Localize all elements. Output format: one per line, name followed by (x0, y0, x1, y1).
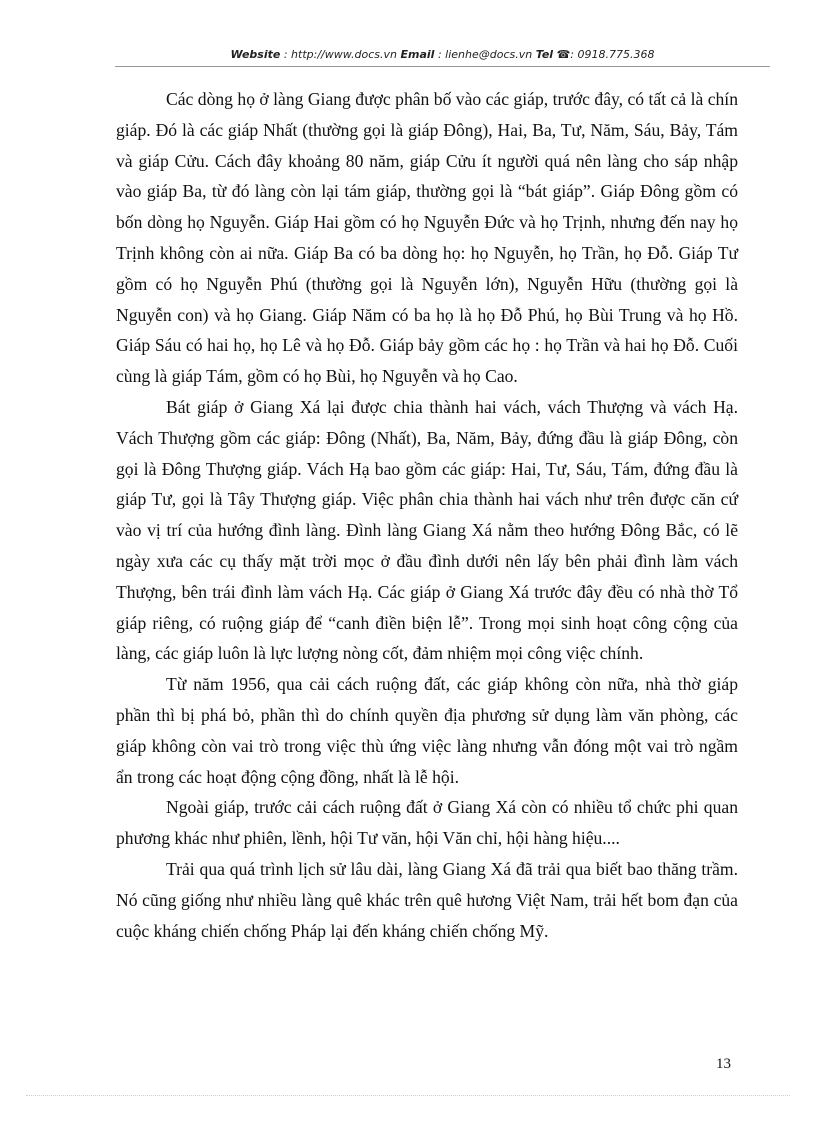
paragraph: Bát giáp ở Giang Xá lại được chia thành hai vách, vách Thượng và vách Hạ. Vách Thượng gồm các giáp: Đông (Nhất), Ba, Năm, Bảy, đứng đầu là giáp Đông, còn gọi là Đông Thượng giáp. Vách Hạ bao gồm các giáp: Hai, Tư, Sáu, Tám, đứng đầu là giáp Tư, gọi là Tây Thượng giáp. Việc phân chia thành hai vách như trên được căn cứ vào vị trí của hướng đình làng. Đình làng Giang Xá nằm theo hướng Đông Bắc, có lẽ ngày xưa các cụ thấy mặt trời mọc ở đầu đình dưới nên lấy bên phải đình làm vách Thượng, bên trái đình làm vách Hạ. Các giáp ở Giang Xá trước đây đều có nhà thờ Tổ giáp riêng, có ruộng giáp để “canh điền biện lễ”. Trong mọi sinh hoạt công cộng của làng, các giáp luôn là lực lượng nòng cốt, đảm nhiệm mọi công việc chính. (116, 396, 738, 664)
page-number: 13 (716, 1056, 731, 1072)
paragraph: Các dòng họ ở làng Giang được phân bố vào các giáp, trước đây, có tất cả là chín giáp. Đó là các giáp Nhất (thường gọi là giáp Đông), Hai, Ba, Tư, Năm, Sáu, Bảy, Tám và giáp Cửu. Cách đây khoảng 80 năm, giáp Cửu ít người quá nên làng cho sáp nhập vào giáp Ba, từ đó làng còn lại tám giáp, thường gọi là “bát giáp”. Giáp Đông gồm có bốn dòng họ Nguyễn. Giáp Hai gồm có họ Nguyễn Đức và họ Trịnh, nhưng đến nay họ Trịnh không còn ai nữa. Giáp Ba có ba dòng họ: họ Nguyễn, họ Trần, họ Đỗ. Giáp Tư gồm có họ Nguyễn Phú (thường gọi là Nguyễn lớn), Nguyễn Hữu (thường gọi là Nguyễn con) và họ Giang. Giáp Năm có ba họ là họ Đỗ Phú, họ Bùi Trung và họ Hồ. Giáp Sáu có hai họ, họ Lê và họ Đỗ. Giáp bảy gồm các họ : họ Trần và hai họ Đỗ. Cuối cùng là giáp Tám, gồm có họ Bùi, họ Nguyễn và họ Cao. (116, 89, 738, 387)
website-url[interactable]: : http://www.docs.vn (283, 48, 398, 61)
paragraph: Từ năm 1956, qua cải cách ruộng đất, các giáp không còn nữa, nhà thờ giáp phần thì bị phá bỏ, phần thì do chính quyền địa phương sử dụng làm văn phòng, các giáp không còn vai trò trong việc thù ứng việc làng nhưng vẫn đóng một vai trò ngầm ẩn trong các hoạt động cộng đồng, nhất là lễ hội. (116, 674, 738, 787)
phone-icon: ☎ (556, 48, 571, 61)
email-address[interactable]: : lienhe@docs.vn (437, 48, 533, 61)
header-divider (115, 66, 770, 67)
email-label: Email (400, 48, 435, 61)
tel-label: Tel (535, 48, 554, 61)
document-body (116, 84, 738, 946)
tel-number: : 0918.775.368 (570, 48, 655, 61)
website-label: Website (230, 48, 281, 61)
page-header (115, 48, 770, 61)
paragraph: Ngoài giáp, trước cải cách ruộng đất ở Giang Xá còn có nhiều tổ chức phi quan phương khác như phiên, lềnh, hội Tư văn, hội Văn chỉ, hội hàng hiệu.... (116, 797, 738, 849)
paragraph: Trải qua quá trình lịch sử lâu dài, làng Giang Xá đã trải qua biết bao thăng trầm. Nó cũng giống như nhiều làng quê khác trên quê hương Việt Nam, trải hết bom đạn của cuộc kháng chiến chống Pháp lại đến kháng chiến chống Mỹ. (116, 858, 738, 941)
page-bottom-divider (26, 1095, 790, 1096)
